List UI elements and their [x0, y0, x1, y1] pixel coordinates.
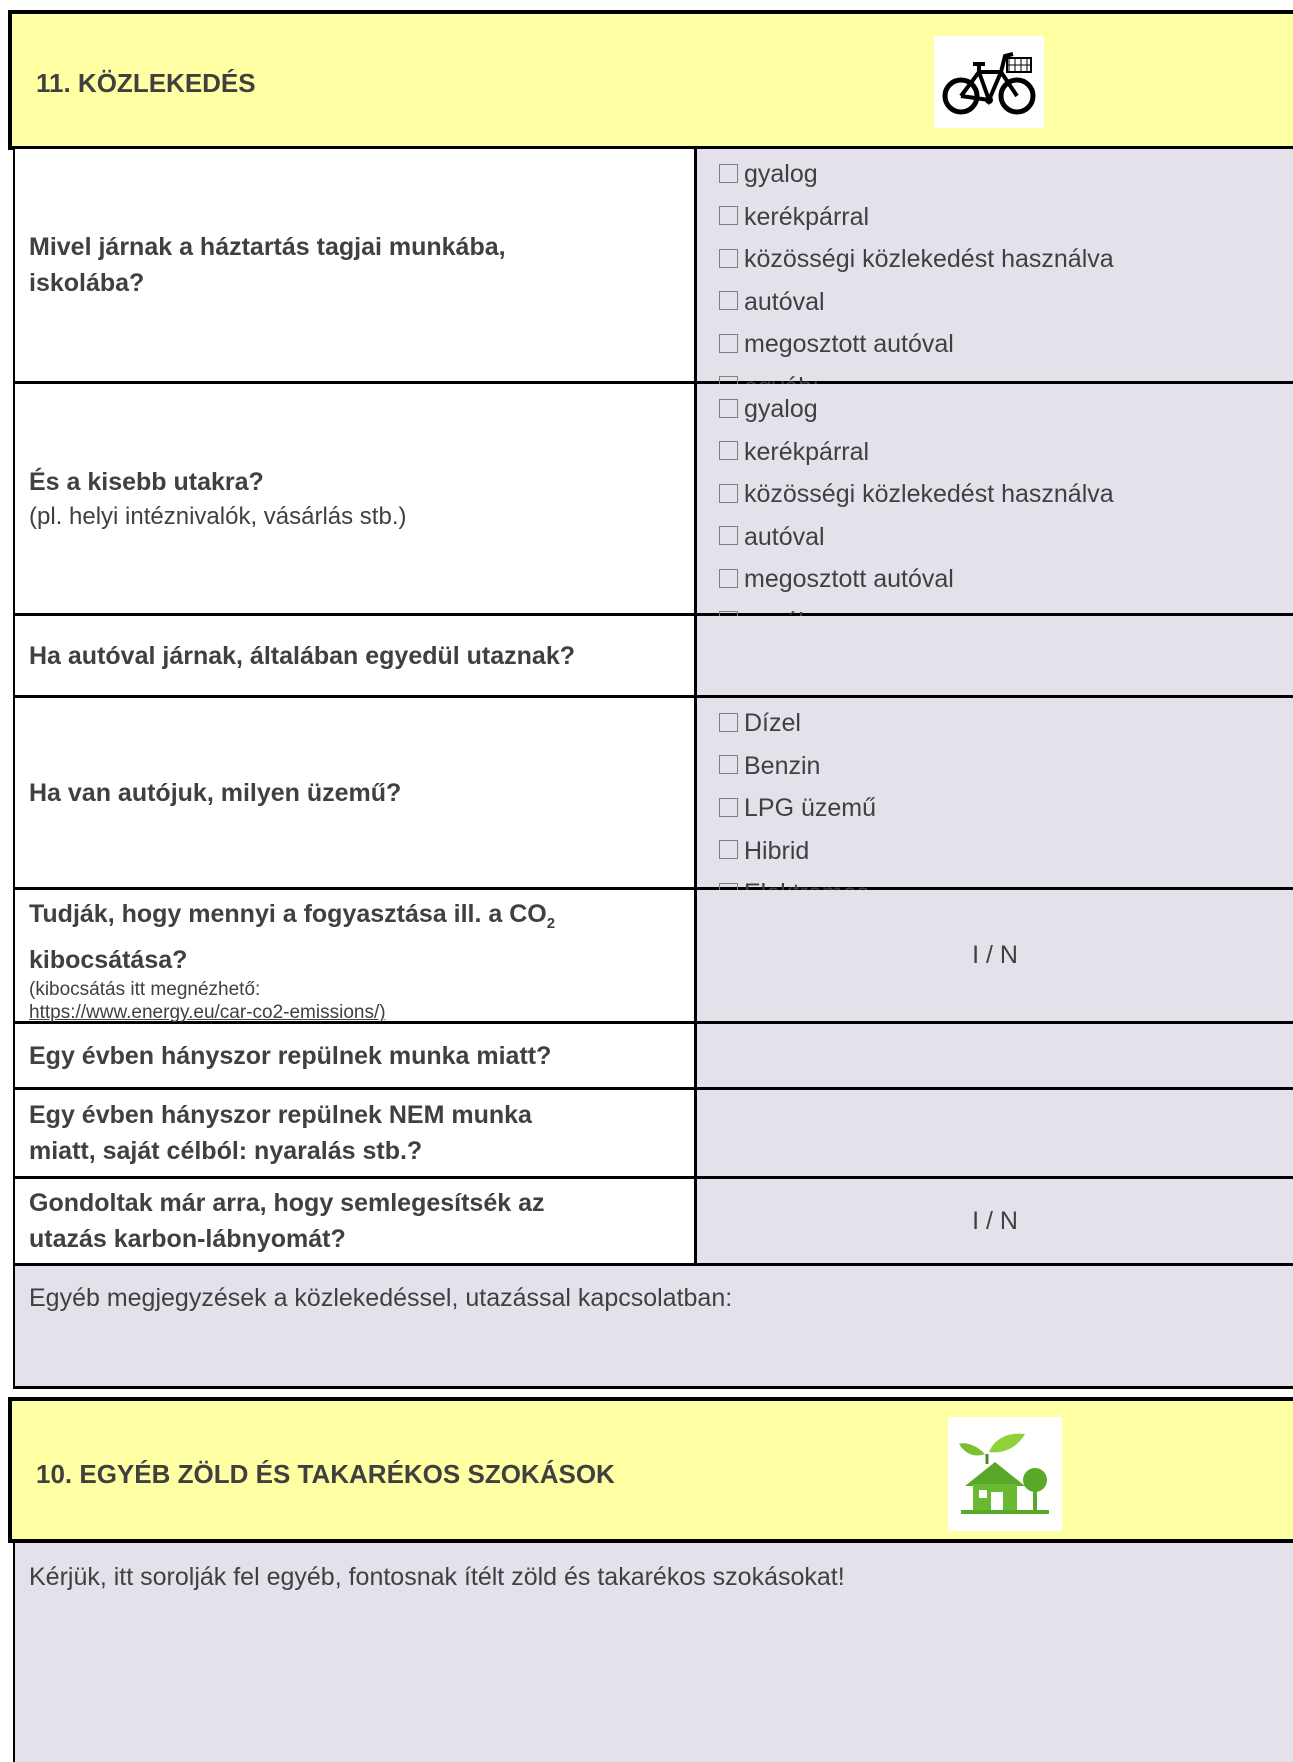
question-carbon-offset: Gondoltak már arra, hogy semlegesítsék az utazás karbon-lábnyomát?: [29, 1189, 545, 1253]
question-cell: [15, 384, 697, 613]
question-co2-text: Tudják, hogy mennyi a fogyasztása ill. a CO: [29, 900, 547, 928]
option-bike[interactable]: [719, 431, 1114, 474]
option-diesel[interactable]: [719, 702, 876, 745]
checkbox[interactable]: [719, 755, 738, 774]
answer-cell-fuel: [697, 698, 1293, 887]
question-cell: [15, 1024, 697, 1087]
option-public-transport[interactable]: [719, 238, 1114, 281]
notes-transport-label: Egyéb megjegyzések a közlekedéssel, utazással kapcsolatban:: [29, 1284, 733, 1312]
bicycle-icon: [934, 36, 1044, 128]
answer-value: [697, 1024, 1293, 1087]
option-shared-car[interactable]: [719, 323, 1114, 366]
checkbox[interactable]: [719, 798, 738, 817]
yes-no-value: I / N: [972, 1206, 1018, 1235]
option-label: közösségi közlekedést használva: [744, 480, 1114, 508]
checkbox[interactable]: [719, 334, 738, 353]
row-carbon-offset: [13, 1179, 1293, 1266]
answer-field-co2[interactable]: [697, 890, 1293, 1021]
question-fly-work: Egy évben hányszor repülnek munka miatt?: [29, 1041, 552, 1070]
row-co2: [13, 890, 1293, 1024]
checkbox[interactable]: [719, 249, 738, 268]
row-fly-private: [13, 1090, 1293, 1179]
question-note: (pl. helyi intéznivalók, vásárlás stb.): [29, 502, 407, 530]
checkbox[interactable]: [719, 441, 738, 460]
question-cell: [15, 698, 697, 887]
section-11-title: 11. KÖZLEKEDÉS: [36, 68, 256, 98]
row-fuel-type: [13, 698, 1293, 890]
question-cell: [15, 149, 697, 381]
option-label: Hibrid: [744, 836, 810, 865]
row-fly-work: [13, 1024, 1293, 1090]
answer-cell-short-trips: [697, 384, 1293, 613]
option-walk[interactable]: [719, 388, 1114, 431]
question-travel-alone: Ha autóval járnak, általában egyedül utaznak?: [29, 641, 576, 670]
option-label: LPG üzemű: [744, 794, 877, 822]
question-fly-private: Egy évben hányszor repülnek NEM munka miatt, saját célból: nyaralás stb.?: [29, 1101, 532, 1165]
option-walk[interactable]: [719, 153, 1114, 196]
answer-field-travel-alone[interactable]: [697, 616, 1293, 695]
checkbox[interactable]: [719, 291, 738, 310]
question-cell: [15, 1179, 697, 1263]
option-label: közösségi közlekedést használva: [744, 245, 1114, 273]
question-cell: [15, 890, 697, 1021]
option-lpg[interactable]: [719, 787, 876, 830]
checkbox[interactable]: [719, 484, 738, 503]
answer-field-carbon-offset[interactable]: [697, 1179, 1293, 1263]
option-label: megosztott autóval: [744, 330, 954, 358]
option-car[interactable]: [719, 516, 1114, 559]
emissions-link[interactable]: https://www.energy.eu/car-co2-emissions/): [29, 1002, 386, 1023]
answer-value: [697, 1090, 1293, 1176]
answer-value: [697, 616, 1293, 695]
question-co2: [29, 896, 694, 942]
green-house-icon: [948, 1417, 1062, 1531]
option-label: autóval: [744, 287, 825, 316]
checkbox[interactable]: [719, 526, 738, 545]
option-label: kerékpárral: [744, 202, 870, 231]
option-bike[interactable]: [719, 196, 1114, 239]
row-commute: [13, 149, 1293, 384]
checkbox[interactable]: [719, 164, 738, 183]
option-label: kerékpárral: [744, 437, 870, 466]
yes-no-value: I / N: [972, 941, 1018, 969]
checkbox[interactable]: [719, 206, 738, 225]
section-11-header: [8, 10, 1293, 150]
question-cell: [15, 616, 697, 695]
checkbox[interactable]: [719, 713, 738, 732]
option-shared-car[interactable]: [719, 558, 1114, 601]
checkbox[interactable]: [719, 840, 738, 859]
option-label: Benzin: [744, 751, 821, 780]
answer-field-fly-private[interactable]: [697, 1090, 1293, 1176]
section-10-header: [8, 1397, 1293, 1543]
option-label: autóval: [744, 522, 825, 551]
checkbox[interactable]: [719, 399, 738, 418]
answer-field-fly-work[interactable]: [697, 1024, 1293, 1087]
answer-cell-commute: [697, 149, 1293, 381]
notes-green-habits-label: Kérjük, itt sorolják fel egyéb, fontosnak ítélt zöld és takarékos szokásokat!: [29, 1563, 845, 1591]
option-petrol[interactable]: [719, 745, 876, 788]
subscript: 2: [546, 915, 556, 932]
notes-transport-field[interactable]: [13, 1266, 1293, 1389]
question-fuel-type: Ha van autójuk, milyen üzemű?: [29, 778, 402, 807]
question-short-trips: És a kisebb utakra?: [29, 467, 264, 496]
question-commute: Mivel járnak a háztartás tagjai munkába, iskolába?: [29, 233, 506, 297]
option-public-transport[interactable]: [719, 473, 1114, 516]
section-10-title: 10. EGYÉB ZÖLD ÉS TAKARÉKOS SZOKÁSOK: [36, 1459, 615, 1489]
option-label: Dízel: [744, 709, 801, 737]
checkbox[interactable]: [719, 569, 738, 588]
option-label: megosztott autóval: [744, 565, 954, 593]
row-short-trips: [13, 384, 1293, 616]
option-label: gyalog: [744, 160, 818, 188]
option-hybrid[interactable]: [719, 830, 876, 873]
question-cell: [15, 1090, 697, 1176]
question-note: (kibocsátás itt megnézhető:: [29, 979, 261, 1000]
option-label: gyalog: [744, 395, 818, 423]
option-car[interactable]: [719, 281, 1114, 324]
notes-green-habits-field[interactable]: [13, 1543, 1293, 1762]
question-co2-line2: kibocsátása?: [29, 946, 188, 974]
row-travel-alone: [13, 616, 1293, 698]
